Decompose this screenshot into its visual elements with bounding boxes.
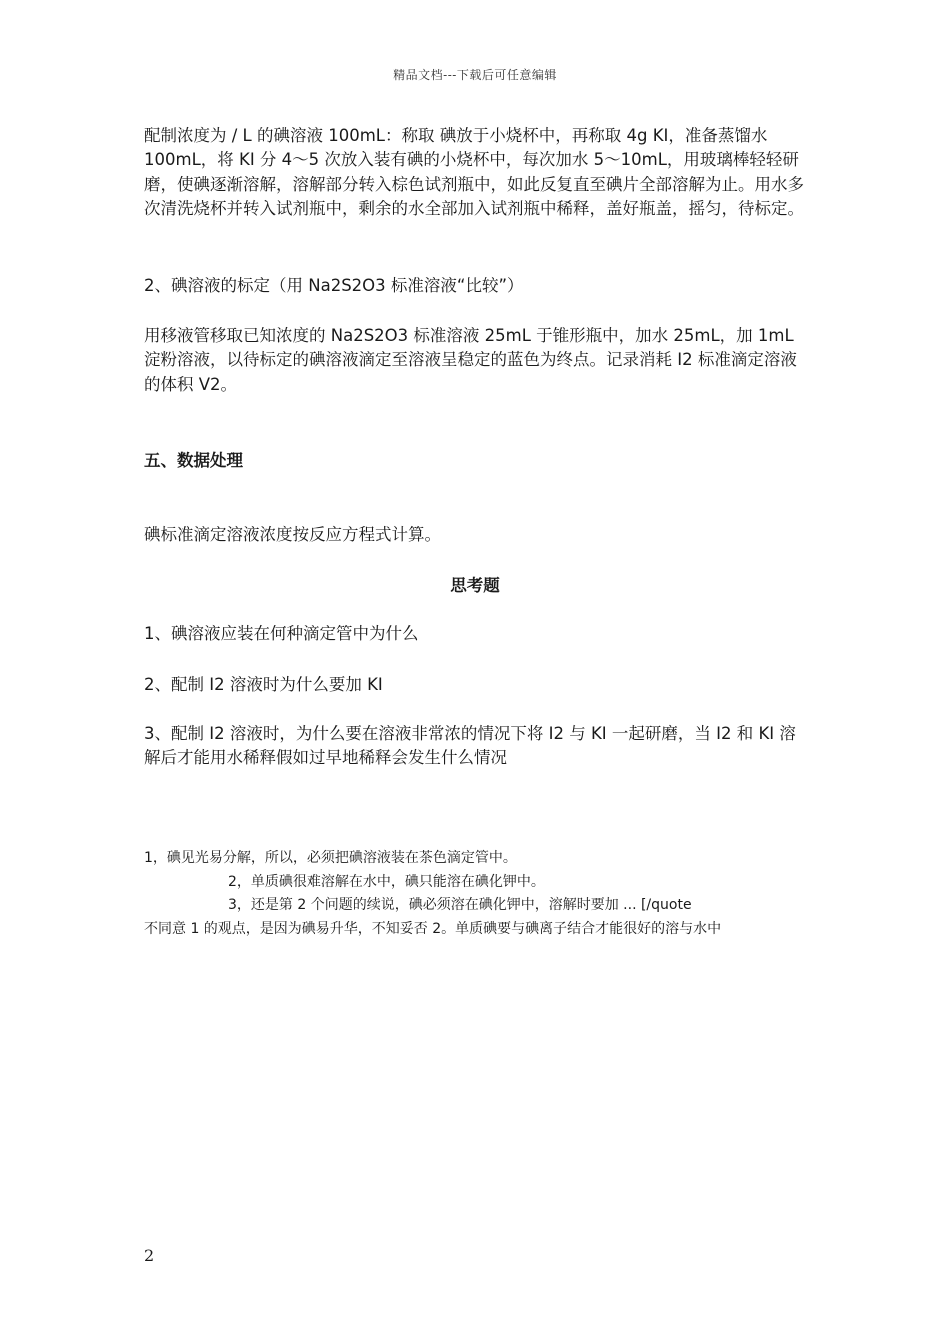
answers-block — [144, 847, 814, 941]
answer-line: 1，碘见光易分解，所以，必须把碘溶液装在茶色滴定管中。 — [144, 850, 517, 866]
questions-title: 思考题 — [450, 576, 500, 595]
page-header: 精品文档---下载后可任意编辑 — [393, 68, 557, 82]
step2-paragraph: 用移液管移取已知浓度的 Na2S2O3 标准溶液 25mL 于锥形瓶中，加水 25mL，加 1mL 淀粉溶液，以待标定的碘溶液滴定至溶液呈稳定的蓝色为终点。记录消耗 I2 标准滴定溶液的体积 V2。 — [144, 326, 797, 394]
section5-paragraph: 碘标准滴定溶液浓度按反应方程式计算。 — [144, 525, 441, 544]
question-item: 2、配制 I2 溶液时为什么要加 KI — [144, 675, 383, 694]
question-item: 3、配制 I2 溶液时，为什么要在溶液非常浓的情况下将 I2 与 KI 一起研磨，当 I2 和 KI 溶解后才能用水稀释假如过早地稀释会发生什么情况 — [144, 724, 796, 768]
section5-heading: 五、数据处理 — [144, 451, 243, 470]
answer-line: 3，还是第 2 个问题的续说，碘必须溶在碘化钾中，溶解时要加 ... [/quote — [228, 897, 692, 913]
preparation-paragraph: 配制浓度为 / L 的碘溶液 100mL：称取 碘放于小烧杯中，再称取 4g KI，准备蒸馏水 100mL，将 KI 分 4～5 次放入装有碘的小烧杯中，每次加水 5～10mL，用玻璃棒轻轻研磨，使碘逐渐溶解，溶解部分转入棕色试剂瓶中，如此反复直至碘片全部溶解为止。用水多次清洗烧杯并转入试剂瓶中，剩余的水全部加入试剂瓶中稀释，盖好瓶盖，摇匀，待标定。 — [144, 126, 804, 219]
step2-heading: 2、碘溶液的标定（用 Na2S2O3 标准溶液“比较”） — [144, 276, 524, 295]
question-item: 1、碘溶液应装在何种滴定管中为什么 — [144, 624, 419, 643]
page-number: 2 — [144, 1246, 155, 1265]
answer-line: 不同意 1 的观点，是因为碘易升华，不知妥否 2。单质碘要与碘离子结合才能很好的溶与水中 — [144, 920, 722, 937]
answer-line: 2，单质碘很难溶解在水中，碘只能溶在碘化钾中。 — [228, 873, 545, 890]
